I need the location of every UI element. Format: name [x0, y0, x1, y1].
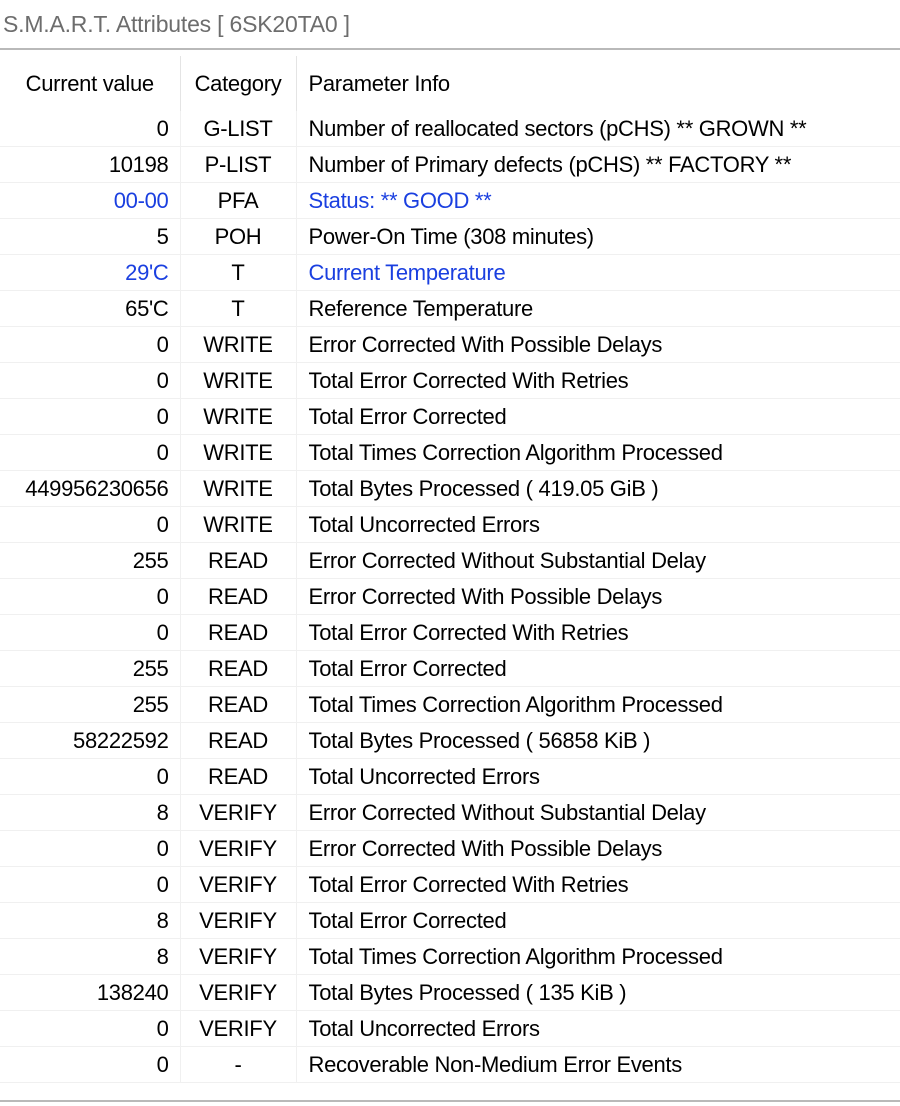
- table-row[interactable]: [0, 363, 900, 399]
- cell-parameter-info: Total Error Corrected With Retries: [296, 615, 900, 651]
- cell-category: VERIFY: [180, 795, 296, 831]
- cell-parameter-info: Total Uncorrected Errors: [296, 759, 900, 795]
- table-header-row: [0, 56, 900, 111]
- cell-category: VERIFY: [180, 975, 296, 1011]
- cell-category: VERIFY: [180, 831, 296, 867]
- cell-current-value: 255: [0, 543, 180, 579]
- cell-category: VERIFY: [180, 867, 296, 903]
- cell-current-value: 0: [0, 111, 180, 147]
- cell-category: VERIFY: [180, 1011, 296, 1047]
- cell-category: READ: [180, 687, 296, 723]
- table-row[interactable]: [0, 219, 900, 255]
- cell-current-value: 0: [0, 327, 180, 363]
- cell-category: T: [180, 291, 296, 327]
- column-header-category[interactable]: Category: [180, 56, 296, 111]
- cell-current-value: 8: [0, 795, 180, 831]
- cell-parameter-info: Total Bytes Processed ( 419.05 GiB ): [296, 471, 900, 507]
- smart-attributes-table: [0, 56, 900, 1083]
- cell-parameter-info: Recoverable Non-Medium Error Events: [296, 1047, 900, 1083]
- cell-parameter-info: Number of Primary defects (pCHS) ** FACTORY **: [296, 147, 900, 183]
- cell-category: READ: [180, 543, 296, 579]
- cell-category: READ: [180, 651, 296, 687]
- cell-current-value: 0: [0, 399, 180, 435]
- table-row[interactable]: [0, 615, 900, 651]
- cell-category: WRITE: [180, 507, 296, 543]
- cell-parameter-info: Total Times Correction Algorithm Processed: [296, 687, 900, 723]
- cell-current-value: 0: [0, 831, 180, 867]
- cell-current-value: 8: [0, 903, 180, 939]
- cell-current-value: 8: [0, 939, 180, 975]
- bottom-divider: [0, 1100, 900, 1102]
- table-row[interactable]: [0, 867, 900, 903]
- table-row[interactable]: [0, 147, 900, 183]
- cell-parameter-info: Total Error Corrected: [296, 399, 900, 435]
- cell-parameter-info: Power-On Time (308 minutes): [296, 219, 900, 255]
- cell-current-value: 255: [0, 687, 180, 723]
- table-row[interactable]: [0, 1011, 900, 1047]
- cell-category: READ: [180, 615, 296, 651]
- window-title: S.M.A.R.T. Attributes [ 6SK20TA0 ]: [3, 11, 350, 37]
- cell-category: WRITE: [180, 363, 296, 399]
- cell-category: T: [180, 255, 296, 291]
- table-row[interactable]: [0, 759, 900, 795]
- cell-parameter-info: Total Uncorrected Errors: [296, 507, 900, 543]
- cell-parameter-info: Error Corrected With Possible Delays: [296, 579, 900, 615]
- table-body: [0, 111, 900, 1083]
- cell-category: -: [180, 1047, 296, 1083]
- cell-current-value: 65'C: [0, 291, 180, 327]
- window-title-bar: [0, 0, 900, 50]
- cell-current-value: 29'C: [0, 255, 180, 291]
- table-row[interactable]: [0, 975, 900, 1011]
- cell-current-value: 10198: [0, 147, 180, 183]
- cell-parameter-info: Error Corrected Without Substantial Delay: [296, 543, 900, 579]
- table-row[interactable]: [0, 435, 900, 471]
- cell-current-value: 0: [0, 435, 180, 471]
- column-header-parameter-info[interactable]: Parameter Info: [296, 56, 900, 111]
- cell-parameter-info: Error Corrected Without Substantial Delay: [296, 795, 900, 831]
- cell-parameter-info: Total Uncorrected Errors: [296, 1011, 900, 1047]
- table-row[interactable]: [0, 687, 900, 723]
- cell-current-value: 0: [0, 867, 180, 903]
- cell-parameter-info: Total Error Corrected With Retries: [296, 363, 900, 399]
- table-row[interactable]: [0, 471, 900, 507]
- cell-parameter-info: Total Bytes Processed ( 56858 KiB ): [296, 723, 900, 759]
- cell-category: VERIFY: [180, 903, 296, 939]
- cell-category: WRITE: [180, 435, 296, 471]
- title-divider: [0, 48, 900, 50]
- cell-category: G-LIST: [180, 111, 296, 147]
- cell-parameter-info: Error Corrected With Possible Delays: [296, 327, 900, 363]
- cell-current-value: 0: [0, 579, 180, 615]
- cell-current-value: 00-00: [0, 183, 180, 219]
- table-row[interactable]: [0, 291, 900, 327]
- table-row[interactable]: [0, 255, 900, 291]
- cell-category: READ: [180, 579, 296, 615]
- table-row[interactable]: [0, 723, 900, 759]
- cell-current-value: 255: [0, 651, 180, 687]
- cell-current-value: 0: [0, 1047, 180, 1083]
- cell-current-value: 138240: [0, 975, 180, 1011]
- cell-current-value: 58222592: [0, 723, 180, 759]
- cell-parameter-info: Number of reallocated sectors (pCHS) ** GROWN **: [296, 111, 900, 147]
- table-row[interactable]: [0, 543, 900, 579]
- cell-parameter-info: Current Temperature: [296, 255, 900, 291]
- cell-category: VERIFY: [180, 939, 296, 975]
- cell-parameter-info: Reference Temperature: [296, 291, 900, 327]
- cell-current-value: 0: [0, 759, 180, 795]
- cell-category: WRITE: [180, 327, 296, 363]
- smart-attributes-list[interactable]: [0, 56, 900, 1100]
- cell-category: WRITE: [180, 471, 296, 507]
- cell-parameter-info: Total Times Correction Algorithm Processed: [296, 435, 900, 471]
- table-row[interactable]: [0, 399, 900, 435]
- table-row[interactable]: [0, 831, 900, 867]
- cell-category: P-LIST: [180, 147, 296, 183]
- cell-current-value: 0: [0, 1011, 180, 1047]
- cell-parameter-info: Total Error Corrected With Retries: [296, 867, 900, 903]
- table-row[interactable]: [0, 111, 900, 147]
- cell-parameter-info: Total Bytes Processed ( 135 KiB ): [296, 975, 900, 1011]
- cell-current-value: 0: [0, 615, 180, 651]
- table-row[interactable]: [0, 1047, 900, 1083]
- cell-category: WRITE: [180, 399, 296, 435]
- table-row[interactable]: [0, 579, 900, 615]
- cell-category: READ: [180, 759, 296, 795]
- cell-category: READ: [180, 723, 296, 759]
- cell-category: POH: [180, 219, 296, 255]
- table-row[interactable]: [0, 651, 900, 687]
- cell-current-value: 0: [0, 363, 180, 399]
- cell-current-value: 449956230656: [0, 471, 180, 507]
- cell-current-value: 0: [0, 507, 180, 543]
- column-header-current-value[interactable]: Current value: [0, 56, 180, 111]
- table-row[interactable]: [0, 795, 900, 831]
- table-row[interactable]: [0, 183, 900, 219]
- cell-parameter-info: Status: ** GOOD **: [296, 183, 900, 219]
- cell-parameter-info: Total Error Corrected: [296, 651, 900, 687]
- cell-category: PFA: [180, 183, 296, 219]
- cell-parameter-info: Total Times Correction Algorithm Processed: [296, 939, 900, 975]
- cell-parameter-info: Total Error Corrected: [296, 903, 900, 939]
- table-row[interactable]: [0, 507, 900, 543]
- table-row[interactable]: [0, 939, 900, 975]
- table-row[interactable]: [0, 327, 900, 363]
- table-row[interactable]: [0, 903, 900, 939]
- cell-current-value: 5: [0, 219, 180, 255]
- cell-parameter-info: Error Corrected With Possible Delays: [296, 831, 900, 867]
